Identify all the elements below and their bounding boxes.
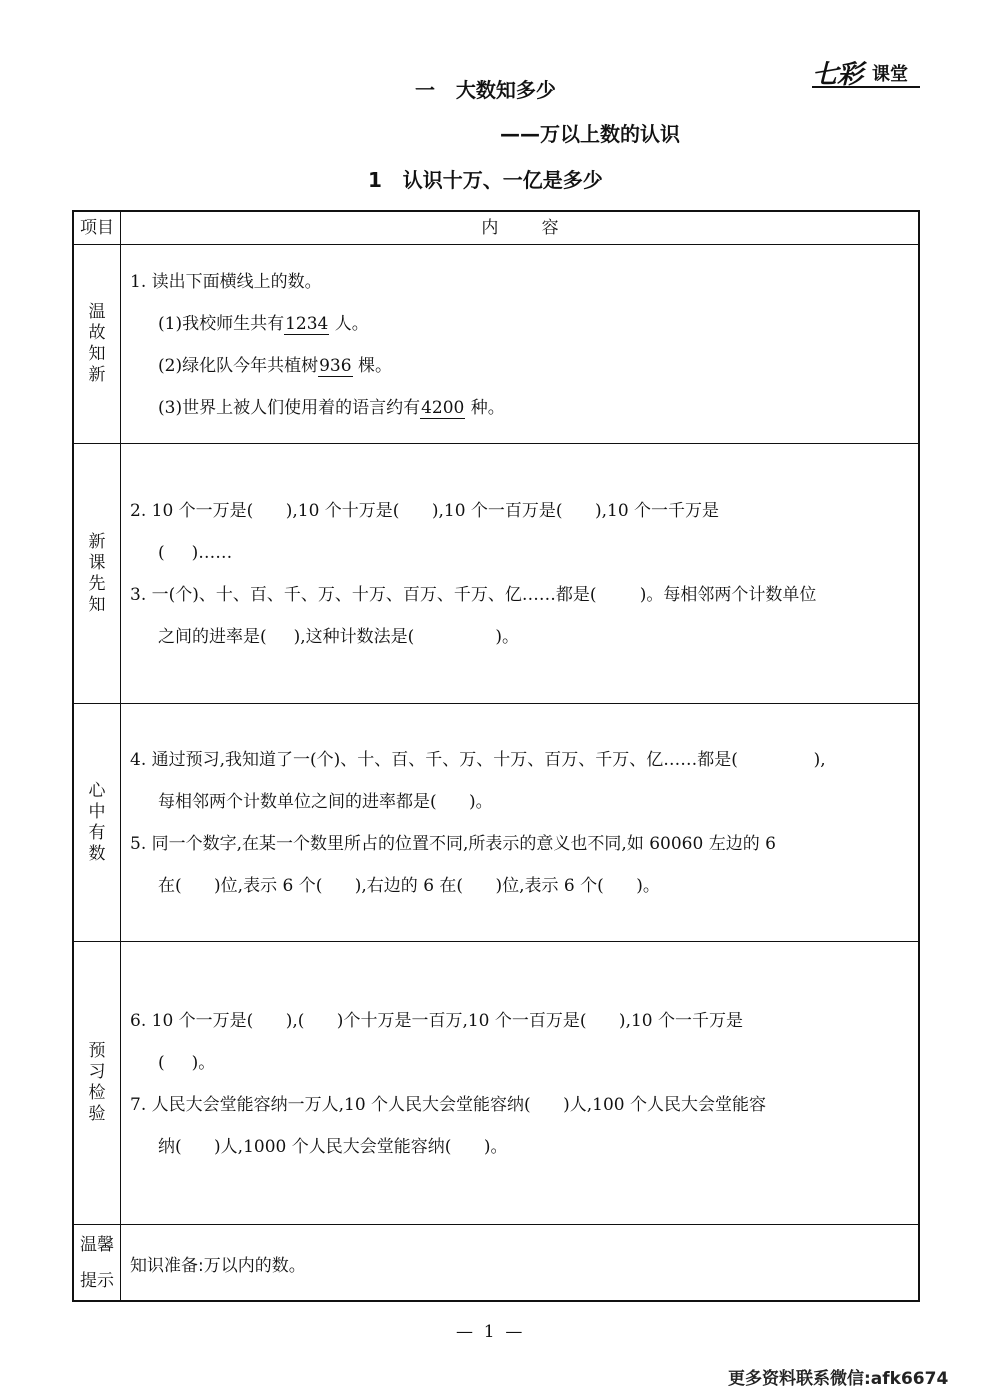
header-item: 项目 [80,218,114,238]
question-1-3: (3)世界上被人们使用着的语言约有4200 种。 [158,398,505,418]
question-4-line-1: 4. 通过预习,我知道了一(个)、十、百、千、万、十万、百万、千万、亿……都是( ), [130,750,826,770]
footer-note: 更多资料联系微信:afk6674 [728,1369,949,1389]
page-number: — 1 — [456,1322,523,1342]
header-content: 内 容 [481,218,559,238]
question-6-line-1: 6. 10 个一万是( ),( )个十万是一百万,10 个一百万是( ),10 个一千万是 [130,1011,744,1031]
lesson-title: 1 认识十万、一亿是多少 [368,168,603,192]
question-1: 1. 读出下面横线上的数。 [130,272,322,292]
section-label-review: 温 故 知 新 [88,302,106,385]
section-label-tip: 温馨 提示 [80,1234,114,1291]
row-divider [74,941,918,942]
question-7-line-2: 纳( )人,1000 个人民大会堂能容纳( )。 [158,1137,508,1157]
question-1-2: (2)绿化队今年共植树936 棵。 [158,356,392,376]
question-4-line-2: 每相邻两个计数单位之间的进率都是( )。 [158,792,493,812]
question-6-line-2: ( )。 [158,1053,216,1073]
question-2-line-2: ( )…… [158,543,233,563]
underlined-number: 4200 [421,398,465,418]
row-divider [74,703,918,704]
underlined-number: 936 [319,356,352,376]
question-3-line-1: 3. 一(个)、十、百、千、万、十万、百万、千万、亿……都是( )。每相邻两个计数单位 [130,585,817,605]
question-5-line-1: 5. 同一个数字,在某一个数里所占的位置不同,所表示的意义也不同,如 60060 左边的 6 [130,834,776,854]
row-divider [74,443,918,444]
brand-script-text: 七彩 [812,60,863,90]
tip-text: 知识准备:万以内的数。 [130,1256,306,1276]
worksheet-table [72,210,920,1302]
row-divider [74,244,918,245]
column-divider [120,212,121,1300]
section-label-mind: 心 中 有 数 [88,780,106,864]
underlined-number: 1234 [285,314,329,334]
chapter-subtitle: ——万以上数的认识 [500,122,680,146]
question-7-line-1: 7. 人民大会堂能容纳一万人,10 个人民大会堂能容纳( )人,100 个人民大会堂能容 [130,1095,767,1115]
question-5-line-2: 在( )位,表示 6 个( ),右边的 6 在( )位,表示 6 个( )。 [158,876,660,896]
brand-logo [812,56,920,88]
row-divider [74,1224,918,1225]
brand-sub-text: 课堂 [872,64,908,85]
section-label-check: 预 习 检 验 [88,1041,106,1124]
section-label-new: 新 课 先 知 [88,531,106,615]
question-3-line-2: 之间的进率是( ),这种计数法是( )。 [158,627,520,647]
question-1-1: (1)我校师生共有1234 人。 [158,314,369,334]
question-2-line-1: 2. 10 个一万是( ),10 个十万是( ),10 个一百万是( ),10 个一千万是 [130,501,720,521]
chapter-title: 一 大数知多少 [415,78,556,102]
